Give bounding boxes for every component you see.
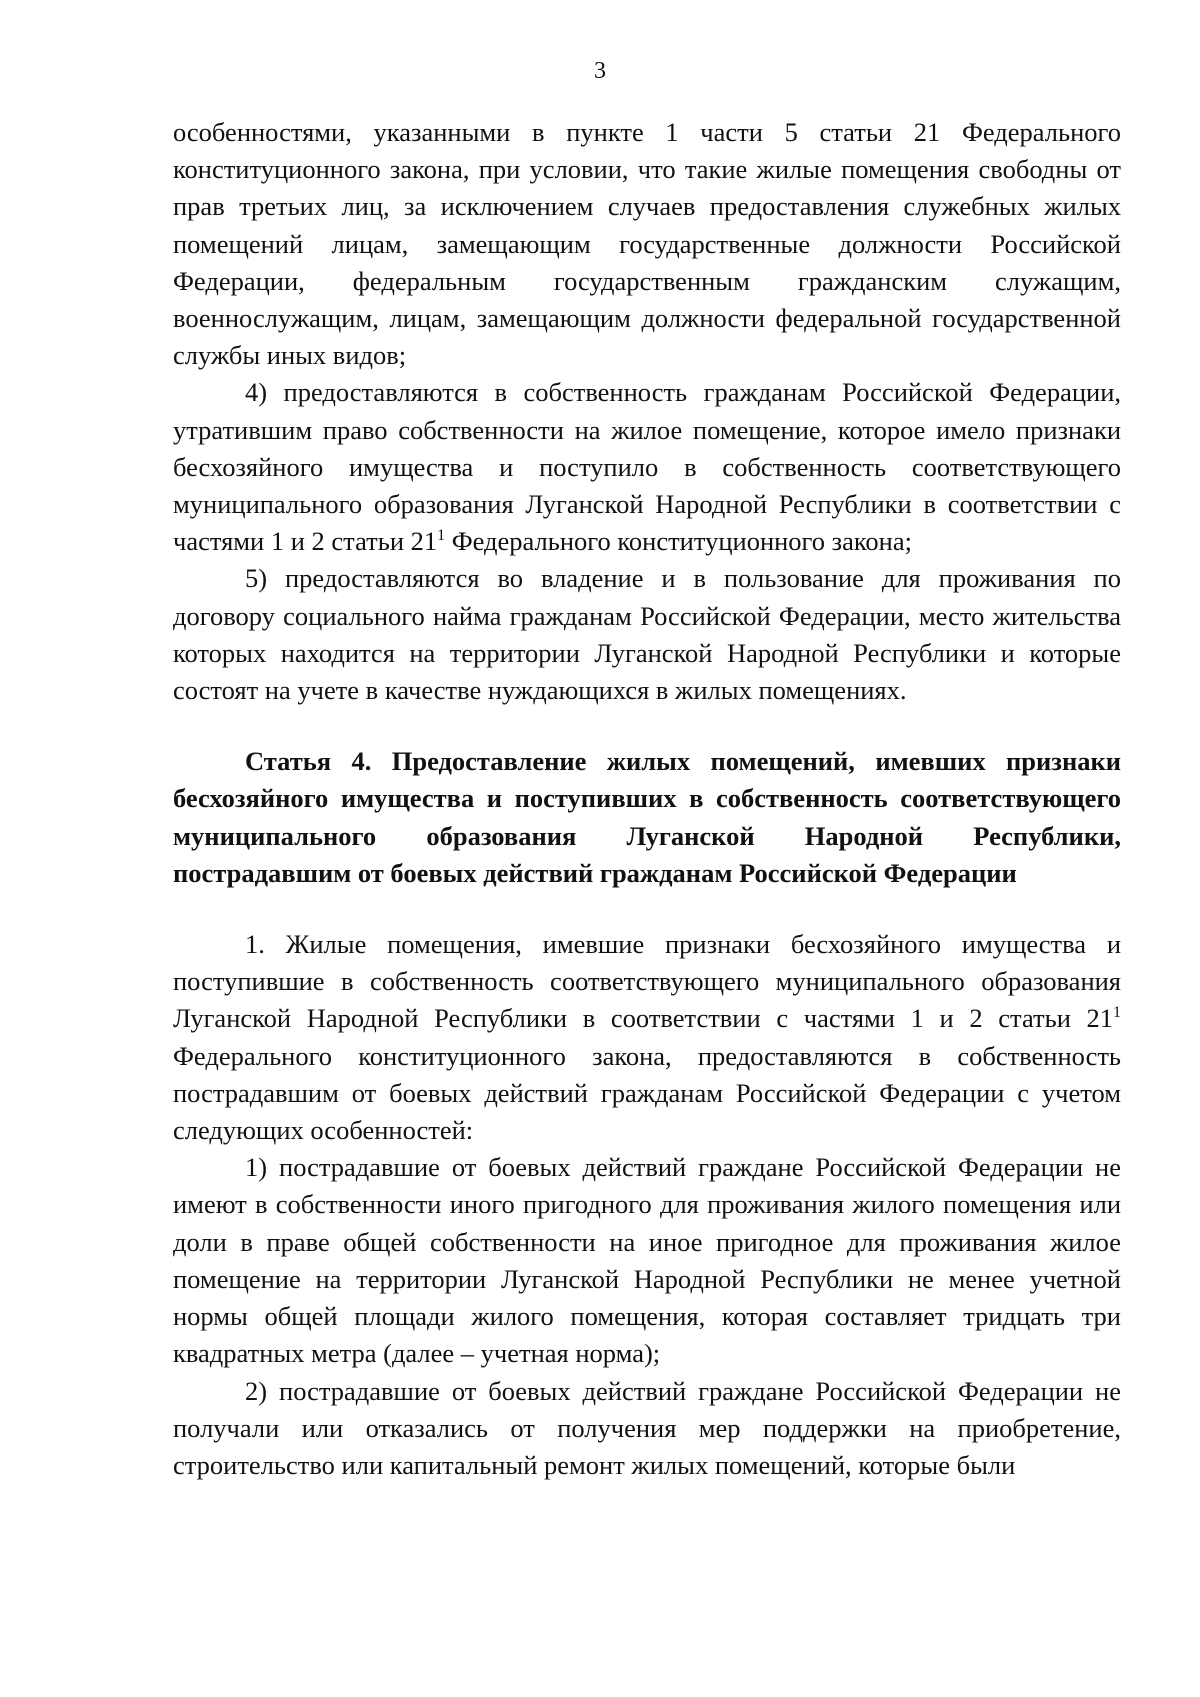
paragraph-part-1-tail: Федерального конституционного закона, предоставляются в собственность пострадавшим от боевых действий гражданам Российской Федерации с учетом следующих особенностей: [173,1040,1121,1146]
paragraph-subitem-1: 1) пострадавшие от боевых действий граждане Российской Федерации не имеют в собственности иного пригодного для проживания жилого помещения или доли в праве общей собственности на иное пригодное для проживания жилое помещение на территории Луганской Народной Республики не менее учетной нормы общей площади жилого помещения, которая составляет тридцать три квадратных метра (далее – учетная норма); [173,1152,1121,1369]
paragraph-item-4-text: 4) предоставляются в собственность гражданам Российской Федерации, утратившим право собственности на жилое помещение, которое имело признаки бесхозяйного имущества и поступило в собственность соответствующего муниципального образования Луганской Народной Республики в соответствии с частями 1 и 2 статьи 21 [173,377,1121,557]
paragraph-subitem-2: 2) пострадавшие от боевых действий граждане Российской Федерации не получали или отказались от получения мер поддержки на приобретение, строительство или капитальный ремонт жилых помещений, которые были [173,1375,1121,1480]
paragraph-part-1 [173,926,1121,1149]
paragraph-item-4-tail: Федерального конституционного закона; [445,526,912,557]
document-body [173,114,1121,1484]
paragraph-item-4 [173,374,1121,560]
paragraph-part-1-text: 1. Жилые помещения, имевшие признаки бесхозяйного имущества и поступившие в собственность соответствующего муниципального образования Луганской Народной Республики в соответствии с частями 1 и 2 статьи 21 [173,929,1121,1034]
superscript-1: 1 [1113,1004,1121,1022]
superscript-1: 1 [437,527,446,545]
page-number: 3 [594,58,606,84]
paragraph-item-5: 5) предоставляются во владение и в пользование для проживания по договору социального найма гражданам Российской Федерации, место жительства которых находится на территории Луганской Народной Республики и которые состоят на учете в качестве нуждающихся в жилых помещениях. [173,563,1121,706]
article-heading: Статья 4. Предоставление жилых помещений, имевших признаки бесхозяйного имущества и поступивших в собственность соответствующего муниципального образования Луганской Народной Республики, пострадавшим от боевых действий гражданам Российской Федерации [173,746,1121,888]
paragraph-continuation: особенностями, указанными в пункте 1 части 5 статьи 21 Федерального конституционного закона, при условии, что такие жилые помещения свободны от прав третьих лиц, за исключением случаев предоставления служебных жилых помещений лицам, замещающим государственные должности Российской Федерации, федеральным государственным гражданским служащим, военнослужащим, лицам, замещающим должности федеральной государственной службы иных видов; [173,117,1121,371]
